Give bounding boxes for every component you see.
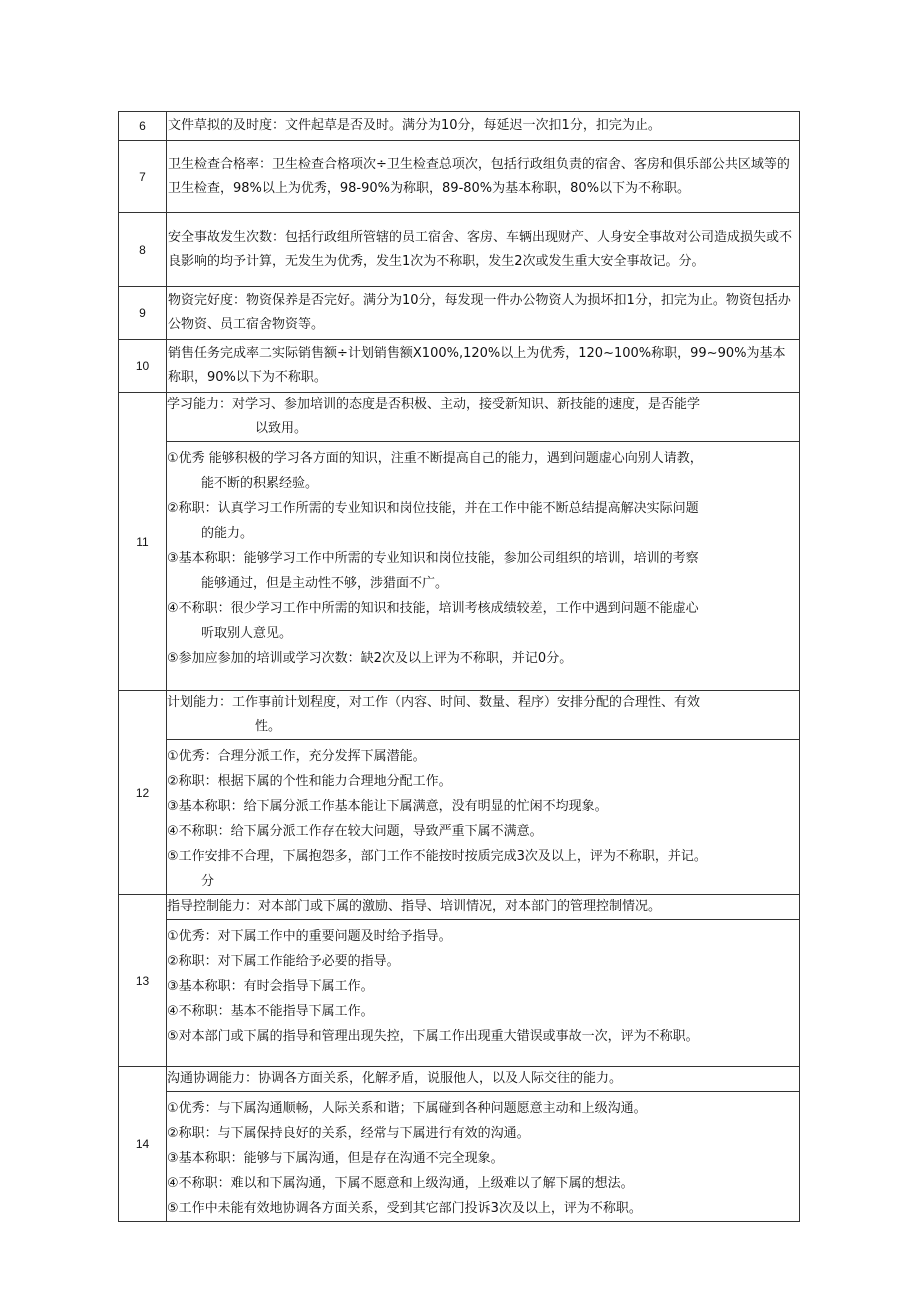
row-number: 9 xyxy=(119,287,167,340)
evaluation-table xyxy=(118,111,800,1222)
criterion-text: 物资完好度：物资保养是否完好。满分为10分，每发现一件办公物资人为损坏扣1分，扣完为止。物资包括办公物资、员工宿舍物资等。 xyxy=(168,293,791,332)
criterion-header xyxy=(167,1067,799,1092)
rating-item-line: ①优秀：与下属沟通顺畅，人际关系和谐；下属碰到各种问题愿意主动和上级沟通。 xyxy=(167,1101,647,1116)
rating-item-line: ①优秀：对下属工作中的重要问题及时给予指导。 xyxy=(167,929,452,944)
rating-item xyxy=(167,1171,799,1196)
criterion-text: 文件草拟的及时度：文件起草是否及时。满分为10分，每延迟一次扣1分，扣完为止。 xyxy=(168,118,661,133)
criterion-text: 销售任务完成率二实际销售额÷计划销售额X100%,120%以上为优秀，120~100%称职，99~90%为基本称职，90%以下为不称职。 xyxy=(168,346,786,385)
row-content xyxy=(167,287,800,340)
criterion-header-line: 性。 xyxy=(255,719,282,734)
criterion-text: 卫生检查合格率：卫生检查合格项次÷卫生检查总项次，包括行政组负责的宿舍、客房和俱乐部公共区域等的卫生检查，98%以上为优秀，98-90%为称职，89-80%为基本称职，80%以下为不称职。 xyxy=(168,156,790,196)
row-content xyxy=(167,393,800,691)
table-row xyxy=(119,1067,800,1222)
row-number: 10 xyxy=(119,340,167,393)
rating-item xyxy=(167,974,799,999)
table-row xyxy=(119,393,800,691)
table-row xyxy=(119,340,800,393)
rating-item-line: ②称职：认真学习工作所需的专业知识和岗位技能，并在工作中能不断总结提高解决实际问题 xyxy=(167,501,699,516)
rating-item xyxy=(167,596,799,646)
criterion-subtable xyxy=(167,895,799,1049)
rating-item xyxy=(167,794,799,819)
rating-item xyxy=(167,446,799,496)
rating-item-line: 分 xyxy=(201,874,215,889)
criterion-subtable xyxy=(167,393,799,671)
row-number: 13 xyxy=(119,895,167,1067)
rating-item-line: ⑤工作安排不合理，下属抱怨多，部门工作不能按时按质完成3次及以上，评为不称职，并记。 xyxy=(167,849,707,864)
rating-item-line: ③基本称职：给下属分派工作基本能让下属满意，没有明显的忙闲不均现象。 xyxy=(167,799,608,814)
rating-item xyxy=(167,744,799,769)
row-number: 11 xyxy=(119,393,167,691)
rating-item xyxy=(167,1121,799,1146)
rating-item-line: ⑤对本部门或下属的指导和管理出现失控，下属工作出现重大错误或事故一次，评为不称职。 xyxy=(167,1029,699,1044)
table-row xyxy=(119,895,800,1067)
rating-item xyxy=(167,1096,799,1121)
table-row xyxy=(119,213,800,287)
rating-item-line: ①优秀：合理分派工作，充分发挥下属潜能。 xyxy=(167,749,426,764)
rating-item-line: ②称职：根据下属的个性和能力合理地分配工作。 xyxy=(167,774,452,789)
rating-item xyxy=(167,1024,799,1049)
row-content xyxy=(167,895,800,1067)
row-content xyxy=(167,213,800,287)
rating-item-line: ④不称职：难以和下属沟通，下属不愿意和上级沟通，上级难以了解下属的想法。 xyxy=(167,1176,634,1191)
rating-item-line: ⑤工作中未能有效地协调各方面关系，受到其它部门投诉3次及以上，评为不称职。 xyxy=(167,1201,642,1216)
rating-item-line: ①优秀 能够积极的学习各方面的知识，注重不断提高自己的能力，遇到问题虚心向别人请教， xyxy=(167,451,703,466)
rating-item xyxy=(167,1196,799,1221)
rating-item-line: ③基本称职：能够学习工作中所需的专业知识和岗位技能，参加公司组织的培训，培训的考察 xyxy=(167,551,699,566)
criterion-subtable xyxy=(167,691,799,894)
row-number: 6 xyxy=(119,112,167,141)
rating-item xyxy=(167,769,799,794)
row-number: 12 xyxy=(119,691,167,895)
table-row xyxy=(119,141,800,213)
row-content xyxy=(167,691,800,895)
criterion-header-line: 学习能力：对学习、参加培训的态度是否积极、主动，接受新知识、新技能的速度，是否能学 xyxy=(167,397,701,412)
rating-item-line: 能不断的积累经验。 xyxy=(201,476,319,491)
row-content xyxy=(167,340,800,393)
criterion-header-line: 沟通协调能力：协调各方面关系，化解矛盾，说服他人，以及人际交往的能力。 xyxy=(167,1071,623,1086)
criterion-header xyxy=(167,895,799,920)
row-number: 7 xyxy=(119,141,167,213)
row-content xyxy=(167,112,800,141)
criterion-header xyxy=(167,393,799,442)
rating-item-line: ④不称职：基本不能指导下属工作。 xyxy=(167,1004,374,1019)
rating-item-line: ③基本称职：有时会指导下属工作。 xyxy=(167,979,374,994)
rating-item xyxy=(167,1146,799,1171)
rating-item xyxy=(167,546,799,596)
criterion-header-line: 指导控制能力：对本部门或下属的激励、指导、培训情况，对本部门的管理控制情况。 xyxy=(167,899,662,914)
table-row xyxy=(119,287,800,340)
criterion-header xyxy=(167,691,799,740)
rating-item-line: 的能力。 xyxy=(201,526,254,541)
criterion-text: 安全事故发生次数：包括行政组所管辖的员工宿舍、客房、车辆出现财产、人身安全事故对公司造成损失或不良影响的均予计算，无发生为优秀，发生1次为不称职，发生2次或发生重大安全事故记。分。 xyxy=(168,229,793,269)
rating-item-line: ②称职：与下属保持良好的关系，经常与下属进行有效的沟通。 xyxy=(167,1126,530,1141)
table-row xyxy=(119,691,800,895)
rating-item-line: 听取别人意见。 xyxy=(201,626,293,641)
rating-item xyxy=(167,924,799,949)
rating-item-line: ③基本称职：能够与下属沟通，但是存在沟通不完全现象。 xyxy=(167,1151,504,1166)
rating-item xyxy=(167,949,799,974)
row-number: 14 xyxy=(119,1067,167,1222)
rating-item-line: 能够通过，但是主动性不够，涉猎面不广。 xyxy=(201,576,449,591)
criterion-header-line: 以致用。 xyxy=(255,421,308,436)
row-number: 8 xyxy=(119,213,167,287)
rating-item xyxy=(167,496,799,546)
table-row xyxy=(119,112,800,141)
criterion-subtable xyxy=(167,1067,799,1221)
rating-item-line: ⑤参加应参加的培训或学习次数：缺2次及以上评为不称职，并记0分。 xyxy=(167,651,573,666)
row-content xyxy=(167,1067,800,1222)
row-content xyxy=(167,141,800,213)
rating-item xyxy=(167,844,799,894)
rating-item-line: ②称职：对下属工作能给予必要的指导。 xyxy=(167,954,400,969)
rating-item-line: ④不称职：给下属分派工作存在较大问题，导致严重下属不满意。 xyxy=(167,824,543,839)
rating-item xyxy=(167,999,799,1024)
rating-item xyxy=(167,646,799,671)
criterion-header-line: 计划能力：工作事前计划程度，对工作（内容、时间、数量、程序）安排分配的合理性、有效 xyxy=(167,695,701,710)
rating-item xyxy=(167,819,799,844)
rating-item-line: ④不称职：很少学习工作中所需的知识和技能，培训考核成绩较差，工作中遇到问题不能虚心 xyxy=(167,601,699,616)
